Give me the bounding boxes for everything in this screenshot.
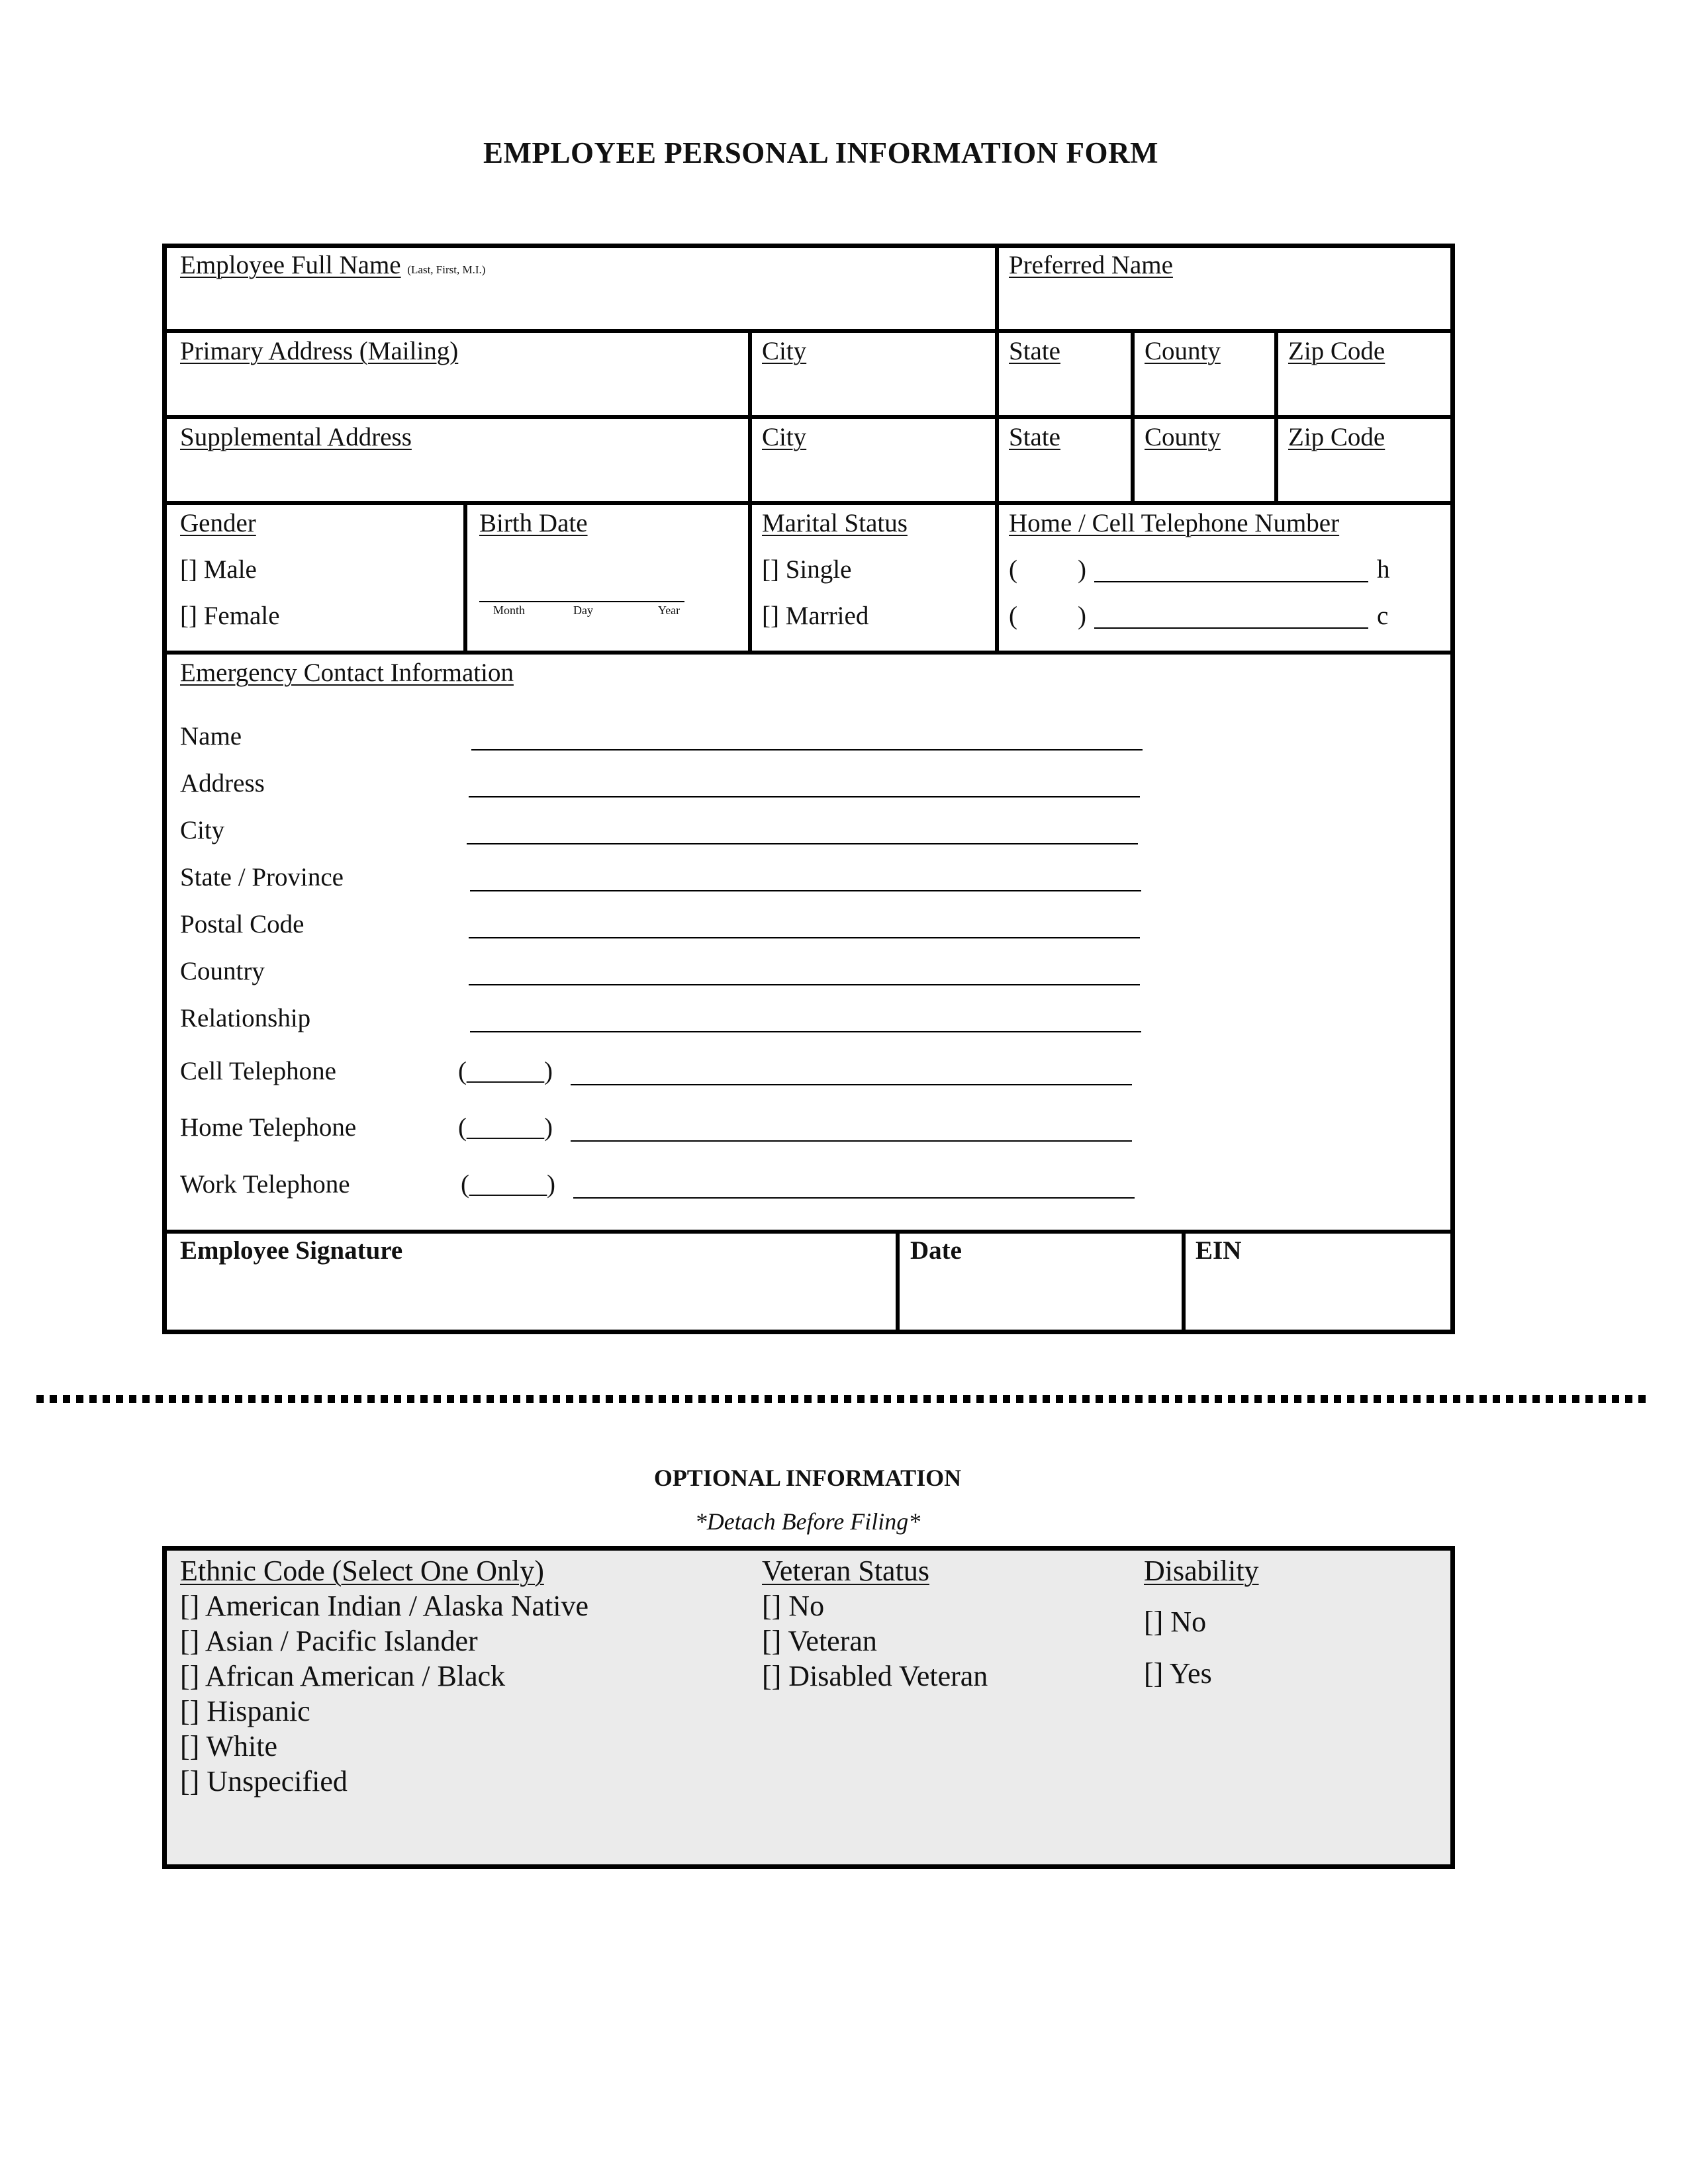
ethnic-code-label: Ethnic Code (Select One Only) [180, 1555, 544, 1587]
supplemental-county-field[interactable]: County [1145, 423, 1221, 451]
col-divider [1182, 1230, 1186, 1334]
disability-no-checkbox[interactable]: [] No [1144, 1606, 1207, 1638]
emergency-home-label: Home Telephone [180, 1113, 357, 1142]
emergency-work-label: Work Telephone [180, 1170, 350, 1199]
birth-month-label: Month [493, 604, 526, 617]
supplemental-city-field[interactable]: City [762, 423, 807, 451]
row-divider [162, 651, 1455, 655]
gender-female-checkbox[interactable]: [] Female [180, 602, 280, 630]
supplemental-address-field[interactable]: Supplemental Address [180, 423, 412, 451]
birth-date-label: Birth Date [479, 509, 588, 537]
home-phone-suffix: h [1377, 555, 1390, 584]
col-divider [995, 244, 999, 653]
primary-address-field[interactable]: Primary Address (Mailing) [180, 337, 459, 365]
emergency-state-blank[interactable] [470, 890, 1141, 891]
col-divider [896, 1230, 900, 1334]
cell-phone-suffix: c [1377, 602, 1389, 630]
main-form [162, 244, 1455, 1334]
emergency-relationship-label: Relationship [180, 1004, 311, 1032]
marital-status-label: Marital Status [762, 509, 908, 537]
signature-field[interactable]: Employee Signature [180, 1236, 403, 1265]
supplemental-zip-field[interactable]: Zip Code [1288, 423, 1385, 451]
detach-line [36, 1395, 1652, 1403]
emergency-state-label: State / Province [180, 863, 344, 891]
gender-male-checkbox[interactable]: [] Male [180, 555, 257, 584]
emergency-relationship-blank[interactable] [470, 1031, 1141, 1032]
emergency-address-blank[interactable] [469, 796, 1140, 797]
marital-single-checkbox[interactable]: [] Single [762, 555, 852, 584]
name-format-hint: (Last, First, M.I.) [407, 263, 486, 276]
emergency-postal-blank[interactable] [469, 937, 1140, 938]
birth-day-label: Day [573, 604, 593, 617]
emergency-city-label: City [180, 816, 225, 844]
emergency-address-label: Address [180, 769, 265, 797]
preferred-name-field[interactable]: Preferred Name [1009, 251, 1173, 279]
col-divider [1274, 329, 1278, 503]
primary-zip-field[interactable]: Zip Code [1288, 337, 1385, 365]
col-divider [463, 501, 467, 653]
marital-married-checkbox[interactable]: [] Married [762, 602, 869, 630]
cell-phone-open-paren: ( [1009, 602, 1017, 630]
emergency-cell-area[interactable]: (______) [458, 1057, 553, 1085]
ethnic-african-american-checkbox[interactable]: [] African American / Black [180, 1660, 506, 1692]
primary-county-field[interactable]: County [1145, 337, 1221, 365]
supplemental-state-field[interactable]: State [1009, 423, 1060, 451]
emergency-name-label: Name [180, 722, 242, 751]
emergency-country-blank[interactable] [469, 984, 1140, 985]
birth-year-label: Year [658, 604, 680, 617]
date-field[interactable]: Date [910, 1236, 962, 1265]
gender-label: Gender [180, 509, 256, 537]
emergency-name-blank[interactable] [471, 749, 1143, 751]
optional-subtitle: *Detach Before Filing* [694, 1508, 921, 1535]
col-divider [748, 329, 752, 653]
emergency-country-label: Country [180, 957, 265, 985]
employee-full-name-field[interactable] [180, 250, 485, 280]
emergency-home-blank[interactable] [571, 1140, 1132, 1142]
ethnic-hispanic-checkbox[interactable]: [] Hispanic [180, 1695, 310, 1727]
veteran-disabled-checkbox[interactable]: [] Disabled Veteran [762, 1660, 988, 1692]
emergency-postal-label: Postal Code [180, 910, 305, 938]
home-phone-close-paren: ) [1078, 555, 1086, 584]
emergency-cell-blank[interactable] [571, 1084, 1132, 1085]
emergency-work-area[interactable]: (______) [461, 1170, 555, 1199]
form-title: EMPLOYEE PERSONAL INFORMATION FORM [483, 136, 1158, 169]
optional-title: OPTIONAL INFORMATION [653, 1465, 962, 1491]
emergency-cell-label: Cell Telephone [180, 1057, 336, 1085]
disability-yes-checkbox[interactable]: [] Yes [1144, 1657, 1212, 1690]
ethnic-white-checkbox[interactable]: [] White [180, 1730, 278, 1762]
employee-full-name-label: Employee Full Name [180, 251, 401, 279]
emergency-heading: Emergency Contact Information [180, 659, 514, 687]
home-phone-open-paren: ( [1009, 555, 1017, 584]
veteran-no-checkbox[interactable]: [] No [762, 1590, 825, 1622]
row-divider [162, 415, 1455, 419]
ethnic-asian-checkbox[interactable]: [] Asian / Pacific Islander [180, 1625, 478, 1657]
primary-city-field[interactable]: City [762, 337, 807, 365]
veteran-status-label: Veteran Status [762, 1555, 929, 1587]
emergency-home-area[interactable]: (______) [458, 1113, 553, 1142]
row-divider [162, 501, 1455, 505]
disability-label: Disability [1144, 1555, 1259, 1587]
emergency-city-blank[interactable] [467, 843, 1138, 844]
row-divider [162, 1230, 1455, 1234]
home-phone-blank[interactable] [1094, 581, 1368, 582]
ein-field[interactable]: EIN [1196, 1236, 1242, 1265]
birth-date-blank[interactable] [479, 601, 684, 602]
ethnic-unspecified-checkbox[interactable]: [] Unspecified [180, 1765, 348, 1797]
emergency-work-blank[interactable] [573, 1197, 1135, 1199]
row-divider [162, 329, 1455, 333]
veteran-veteran-checkbox[interactable]: [] Veteran [762, 1625, 877, 1657]
primary-state-field[interactable]: State [1009, 337, 1060, 365]
cell-phone-blank[interactable] [1094, 627, 1368, 629]
cell-phone-close-paren: ) [1078, 602, 1086, 630]
phone-number-label: Home / Cell Telephone Number [1009, 509, 1340, 537]
ethnic-american-indian-checkbox[interactable]: [] American Indian / Alaska Native [180, 1590, 589, 1622]
col-divider [1131, 329, 1135, 503]
